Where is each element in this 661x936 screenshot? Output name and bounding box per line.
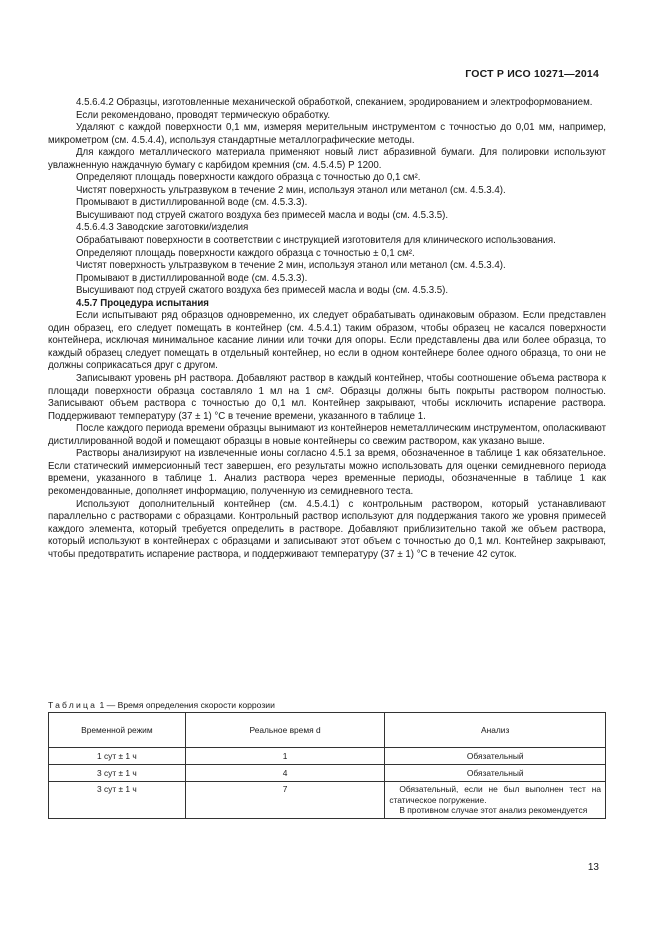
paragraph: Высушивают под струей сжатого воздуха без примесей масла и воды (см. 4.5.3.5).: [76, 285, 449, 297]
body-text: [48, 97, 606, 561]
paragraph: Если испытывают ряд образцов одновременно, их следует обрабатывать одинаковым образом. Если представлен один образец, его следует помещать в контейнер (см. 4.5.4.1) таким образом, чтобы образец не касался поверхности контейнера, исключая минимальное касание линии или точки для опоры. Если представлены два или более образца, то каждый образец следует помещать в отдельный контейнер, но если в одном контейнере более одного образца, то они не должны соприкасаться друг с другом.: [48, 310, 606, 372]
paragraph: После каждого периода времени образцы вынимают из контейнеров неметаллическим инструментом, ополаскивают дистиллированной водой и помещают образцы в новые контейнеры со свежим раствором, как указано выше.: [48, 423, 606, 447]
paragraph: Чистят поверхность ультразвуком в течение 2 мин, используя этанол или метанол (см. 4.5.3.4).: [76, 260, 506, 272]
cell-mode: 3 сут ± 1 ч: [49, 782, 186, 819]
cell-analysis: Обязательный: [385, 765, 606, 782]
table-caption: [48, 700, 606, 710]
paragraph: Обрабатывают поверхности в соответствии с инструкцией изготовителя для клинического использования.: [76, 235, 556, 247]
page-number: 13: [587, 862, 599, 873]
cell-analysis: [385, 782, 606, 819]
paragraph: Если рекомендовано, проводят термическую обработку.: [76, 109, 331, 121]
cell-analysis: Обязательный: [385, 748, 606, 765]
header-time: Реальное время d: [185, 713, 385, 748]
table-caption-title: 1 — Время определения скорости коррозии: [97, 700, 275, 710]
paragraph: Записывают уровень рН раствора. Добавляют раствор в каждый контейнер, чтобы соотношение объема раствора к площади поверхности образца составляло 1 мл на 1 см². Образцы должны быть покрыты раствором полностью. Записывают объем раствора с точностью до 0,1 мл. Контейнер закрывают, чтобы исключить испарение раствора. Поддерживают температуру (37 ± 1) °С в течение времени, указанного в таблице 1.: [48, 373, 606, 422]
paragraph: Для каждого металлического материала применяют новый лист абразивной бумаги. Для полировки используют увлажненную наждачную бумагу с карбидом кремния (см. 4.5.4.5) Р 1200.: [48, 147, 606, 171]
paragraph: Высушивают под струей сжатого воздуха без примесей масла и воды (см. 4.5.3.5).: [76, 209, 449, 221]
paragraph: Используют дополнительный контейнер (см. 4.5.4.1) с контрольным раствором, который устанавливают параллельно с растворами с образцами. Контрольный раствор используют для поддержания такого же уровня примесей каждого элемента, который требуется определить в растворе. Добавляют приблизительно такой же объем раствора, который используют в контейнерах с образцами и записывают этот объем с точностью до 0,1 мл. Контейнер закрывают, чтобы предотвратить испарение раствора, и поддерживают температуру (37 ± 1) °С в течение 42 суток.: [48, 498, 606, 560]
cell-time: 4: [185, 765, 385, 782]
analysis-line: В противном случае этот анализ рекомендуется: [399, 805, 588, 816]
paragraph: Растворы анализируют на извлеченные ионы согласно 4.5.1 за время, обозначенное в таблице 1 как обязательное. Если статический иммерсионный тест завершен, его результаты можно использовать для оценки семидневного периода времени, указанного в таблице 1. Анализ раствора через временные периоды, обозначенные в таблице 1 как рекомендованные, дополняет информацию, полученную из семидневного теста.: [48, 448, 606, 497]
cell-time: 7: [185, 782, 385, 819]
analysis-line: Обязательный, если не был выполнен тест на статическое погружение.: [389, 784, 601, 805]
paragraph: Удаляют с каждой поверхности 0,1 мм, измеряя мерительным инструментом с точностью до 0,01 мм, например, микрометром (см. 4.5.4.4), используя стандартные металлографические методы.: [48, 122, 606, 146]
paragraph: Чистят поверхность ультразвуком в течение 2 мин, используя этанол или метанол (см. 4.5.3.4).: [76, 184, 506, 196]
table-header-row: [49, 713, 606, 748]
header-mode: Временной режим: [49, 713, 186, 748]
section-heading: 4.5.7 Процедура испытания: [76, 297, 209, 309]
table-row: [49, 765, 606, 782]
header-analysis: Анализ: [385, 713, 606, 748]
subsection-heading: 4.5.6.4.3 Заводские заготовки/изделия: [76, 222, 249, 234]
cell-mode: 1 сут ± 1 ч: [49, 748, 186, 765]
cell-mode: 3 сут ± 1 ч: [49, 765, 186, 782]
paragraph: Определяют площадь поверхности каждого образца с точностью ± 0,1 см².: [76, 247, 415, 259]
table-row: [49, 748, 606, 765]
paragraph: Промывают в дистиллированной воде (см. 4.5.3.3).: [76, 197, 308, 209]
corrosion-time-table: [48, 712, 606, 819]
standard-code: ГОСТ Р ИСО 10271—2014: [465, 68, 599, 80]
table-row: [49, 782, 606, 819]
paragraph: Определяют площадь поверхности каждого образца с точностью до 0,1 см².: [76, 172, 421, 184]
cell-time: 1: [185, 748, 385, 765]
paragraph: Промывают в дистиллированной воде (см. 4.5.3.3).: [76, 272, 308, 284]
paragraph: 4.5.6.4.2 Образцы, изготовленные механической обработкой, спеканием, эродированием и электроформованием.: [76, 97, 593, 108]
table-caption-label: Таблица: [48, 700, 98, 710]
